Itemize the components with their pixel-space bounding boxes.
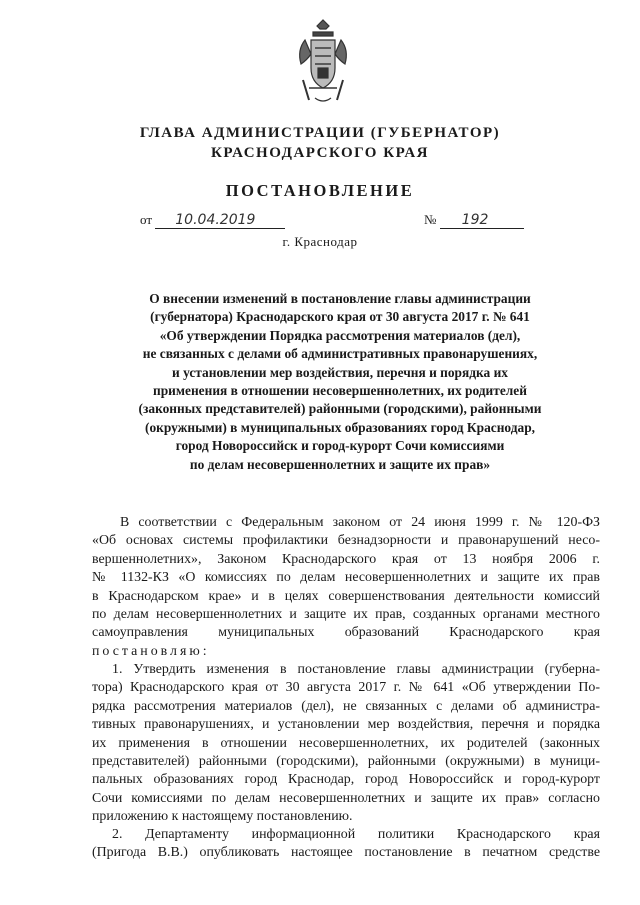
number-value: 192 <box>440 212 524 229</box>
body-line: вершеннолетних», Законом Краснодарского края от 13 ноября 2006 г. <box>92 551 600 567</box>
body-line: «Об основах системы профилактики безнадзорности и правонарушений несо- <box>92 533 600 549</box>
title-line: (окружными) в муниципальных образованиях город Краснодар, <box>144 419 536 435</box>
title-line: О внесении изменений в постановление главы администрации <box>149 291 531 306</box>
title-line: применения в отношении несовершеннолетних, их родителей <box>153 383 527 399</box>
body-line: 1. Утвердить изменения в постановление главы администрации (губерна- <box>112 662 600 677</box>
issuer-title-line-1: ГЛАВА АДМИНИСТРАЦИИ (ГУБЕРНАТОР) <box>139 125 501 141</box>
body-line: 2. Департаменту информационной политики Краснодарского края <box>112 827 600 842</box>
title-line: «Об утверждении Порядка рассмотрения материалов (дел), <box>159 327 521 343</box>
title-line: (губернатора) Краснодарского края от 30 августа 2017 г. № 641 <box>150 309 530 325</box>
body-line: представителей) районными (городскими), районными (окружными) в муници- <box>92 753 600 769</box>
body-line: тивных правонарушениях, и установлении мер воздействия, перечня и порядка <box>92 717 600 733</box>
number-field <box>424 212 524 229</box>
body-line: В соответствии с Федеральным законом от 24 июня 1999 г. № 120-ФЗ <box>120 515 600 530</box>
document-title <box>100 290 580 474</box>
date-value: 10.04.2019 <box>155 212 285 229</box>
body-line: по делам несовершеннолетних и защите их прав, созданных органами местного <box>92 606 600 622</box>
body-line: № 1132-КЗ «О комиссиях по делам несовершеннолетних и защите их прав <box>92 570 600 586</box>
title-line: не связанных с делами об административных правонарушениях, <box>142 346 538 362</box>
date-field <box>140 212 285 229</box>
document-type: ПОСТАНОВЛЕНИЕ <box>225 181 415 200</box>
city-label: г. Краснодар <box>282 234 358 249</box>
body-line: самоуправления муниципальных образований Краснодарского края <box>92 625 600 641</box>
item-2-paragraph <box>92 826 600 863</box>
title-line: и установлении мер воздействия, перечня и порядка их <box>172 364 508 380</box>
title-line: город Новороссийск и город-курорт Сочи комиссиями <box>175 438 505 454</box>
body-line: в Краснодарском крае» и в целях совершенствования деятельности комиссий <box>92 588 600 604</box>
body-line: (Пригода В.В.) опубликовать настоящее постановление в печатном средстве <box>92 845 600 861</box>
item-1-paragraph <box>92 661 600 827</box>
body-line: Сочи комиссиями по делам несовершеннолетних и защите их прав» согласно <box>92 790 600 806</box>
body-line: их применения в отношении несовершеннолетних, их родителей (законных <box>92 735 600 751</box>
coat-of-arms-emblem <box>295 18 351 110</box>
body-line: приложению к настоящему постановлению. <box>92 809 353 825</box>
body-line: пальных образованиях город Краснодар, город Новороссийск и город-курорт <box>92 772 600 788</box>
title-line: (законных представителей) районными (городскими), районными <box>138 401 542 417</box>
body-line: рядка рассмотрения материалов (дел), не связанных с делами об администра- <box>92 698 600 714</box>
issuer-title-line-2: КРАСНОДАРСКОГО КРАЯ <box>211 145 429 161</box>
preamble-paragraph <box>92 514 600 661</box>
body-line: тора) Краснодарского края от 30 августа 2017 г. № 641 «Об утверждении По- <box>92 680 600 696</box>
title-line: по делам несовершеннолетних и защите их прав» <box>189 456 491 472</box>
date-prefix: от <box>140 212 153 227</box>
number-prefix: № <box>424 212 437 227</box>
body-line: постановляю: <box>92 643 210 659</box>
